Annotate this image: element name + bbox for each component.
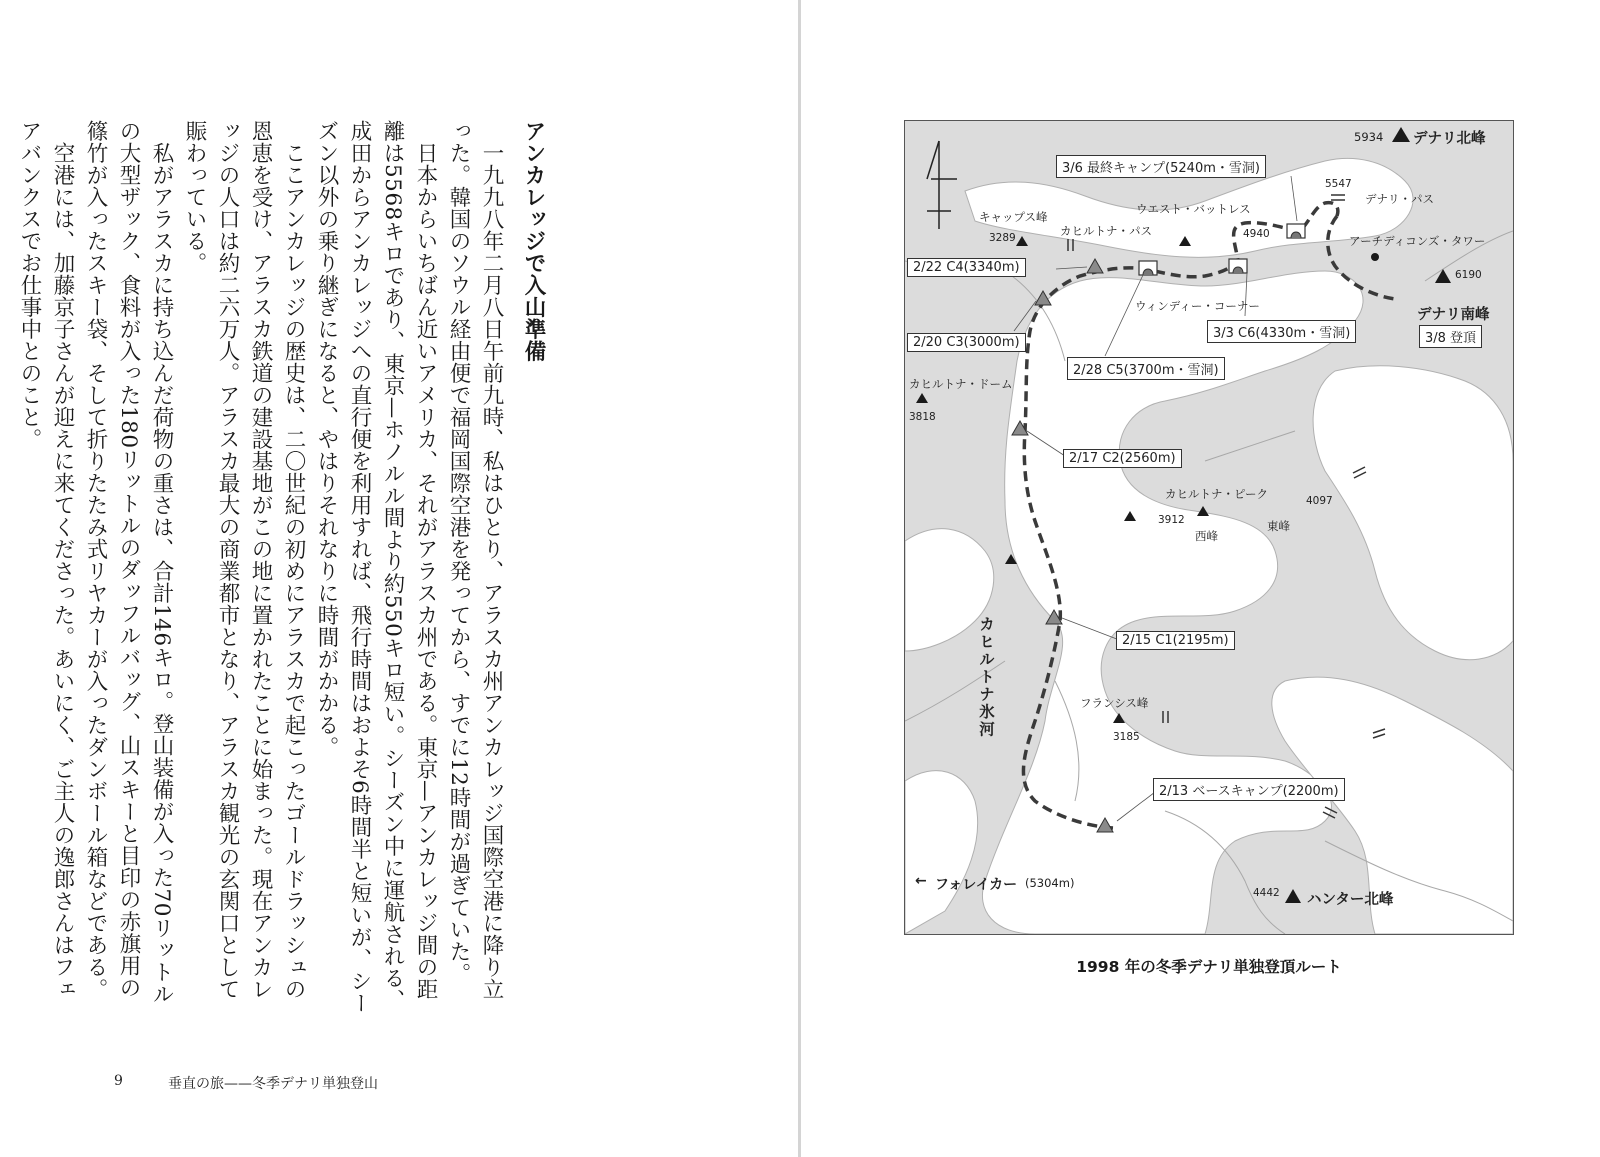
label-east-peak: 東峰 [1267, 519, 1290, 533]
label-foraker: フォレイカー [935, 877, 1018, 893]
left-page [0, 0, 798, 1157]
camp-base: 2/13 ベースキャンプ(2200m) [1153, 778, 1345, 801]
paragraph: 日本からいちばん近いアメリカ、それがアラスカ州である。東京—アンカレッジ間の距離は5568キロであり、東京—ホノルル間より約550キロ短い。シーズン中に運航される、成田からアンカレッジへの直行便を利用すれば、飛行時間はおよそ6時間半と短いが、シーズン以外の乗り継ぎになると、やはりそれなりに時間がかかる。 [314, 120, 438, 1015]
camp-c2: 2/17 C2(2560m) [1063, 449, 1182, 468]
label-denali-north: デナリ北峰 [1413, 131, 1486, 147]
camp-final: 3/6 最終キャンプ(5240m・雪洞) [1056, 155, 1266, 178]
elevation-hunter: 4442 [1253, 887, 1280, 899]
camp-c4: 2/22 C4(3340m) [907, 258, 1026, 277]
camp-c6: 3/3 C6(4330m・雪洞) [1207, 320, 1356, 343]
label-west-buttress: ウエスト・バットレス [1136, 202, 1251, 216]
elevation-kahiltna-dome: 3818 [909, 411, 936, 423]
running-title: 垂直の旅——冬季デナリ単独登山 [168, 1076, 378, 1092]
route-map [904, 120, 1514, 935]
section-heading: アンカレッジで入山準備 [521, 120, 546, 362]
label-kahiltna-dome: カヒルトナ・ドーム [909, 377, 1013, 391]
elevation-denali-south: 6190 [1455, 269, 1482, 281]
label-kahiltna-pass: カヒルトナ・パス [1060, 224, 1152, 238]
paragraph: ここアンカレッジの歴史は、二〇世紀の初めにアラスカで起こったゴールドラッシュの恩恵を受け、アラスカ鉄道の建設基地がこの地に置かれたことに始まった。現在アンカレッジの人口は約二六万人。アラスカ最大の商業都市となり、アラスカ観光の玄関口として賑わっている。 [182, 120, 306, 1000]
label-kahiltna-peak: カヒルトナ・ピーク [1165, 487, 1269, 501]
label-francis: フランシス峰 [1080, 696, 1149, 710]
paragraph: 一九九八年二月八日午前九時、私はひとり、アラスカ州アンカレッジ国際空港に降り立った。韓国のソウル経由便で福岡国際空港を発ってから、すでに12時間が過ぎていた。 [446, 120, 504, 1000]
archdeacons-tower-marker [1371, 253, 1379, 261]
camp-c3: 2/20 C3(3000m) [907, 333, 1026, 352]
label-denali-south: デナリ南峰 [1417, 307, 1490, 323]
label-denali-pass: デナリ・パス [1365, 192, 1434, 206]
elevation-foraker: (5304m) [1025, 876, 1075, 890]
elevation-kahiltna-west: 3912 [1158, 514, 1185, 526]
page-number: 9 [114, 1073, 123, 1089]
camp-c1: 2/15 C1(2195m) [1116, 631, 1235, 650]
elevation-francis: 3185 [1113, 731, 1140, 743]
paragraph: 空港には、加藤京子さんが迎えに来てくださった。あいにく、ご主人の逸郎さんはフェアバンクスでお仕事中とのこと。 [17, 120, 75, 1000]
body-text [13, 120, 550, 1020]
paragraph: 私がアラスカに持ち込んだ荷物の重さは、合計146キロ。登山装備が入った70リットルの大型ザック、食料が入った180リットルのダッフルバッグ、山スキーと目印の赤旗用の篠竹が入ったスキー袋、そして折りたたみ式リヤカーが入ったダンボール箱などである。 [83, 120, 174, 1005]
arrow-left-icon: ← [915, 873, 927, 889]
label-kahiltna-glacier: カヒルトナ氷河 [977, 616, 995, 739]
elevation-capps: 3289 [989, 232, 1016, 244]
label-west-peak: 西峰 [1195, 529, 1218, 543]
label-capps: キャップス峰 [979, 210, 1048, 224]
label-archdeacons-tower: アーチディコンズ・タワー [1349, 234, 1486, 248]
elevation-denali-north: 5934 [1354, 130, 1384, 144]
elevation-west-buttress: 4940 [1243, 228, 1270, 240]
elevation-denali-pass: 5547 [1325, 178, 1352, 190]
label-windy-corner: ウィンディー・コーナー [1135, 299, 1260, 313]
summit-date: 3/8 登頂 [1419, 325, 1482, 348]
label-hunter-north: ハンター北峰 [1307, 892, 1394, 908]
camp-c5: 2/28 C5(3700m・雪洞) [1067, 357, 1225, 380]
map-caption: 1998 年の冬季デナリ単独登頂ルート [1076, 958, 1342, 976]
elevation-kahiltna-east: 4097 [1306, 495, 1333, 507]
